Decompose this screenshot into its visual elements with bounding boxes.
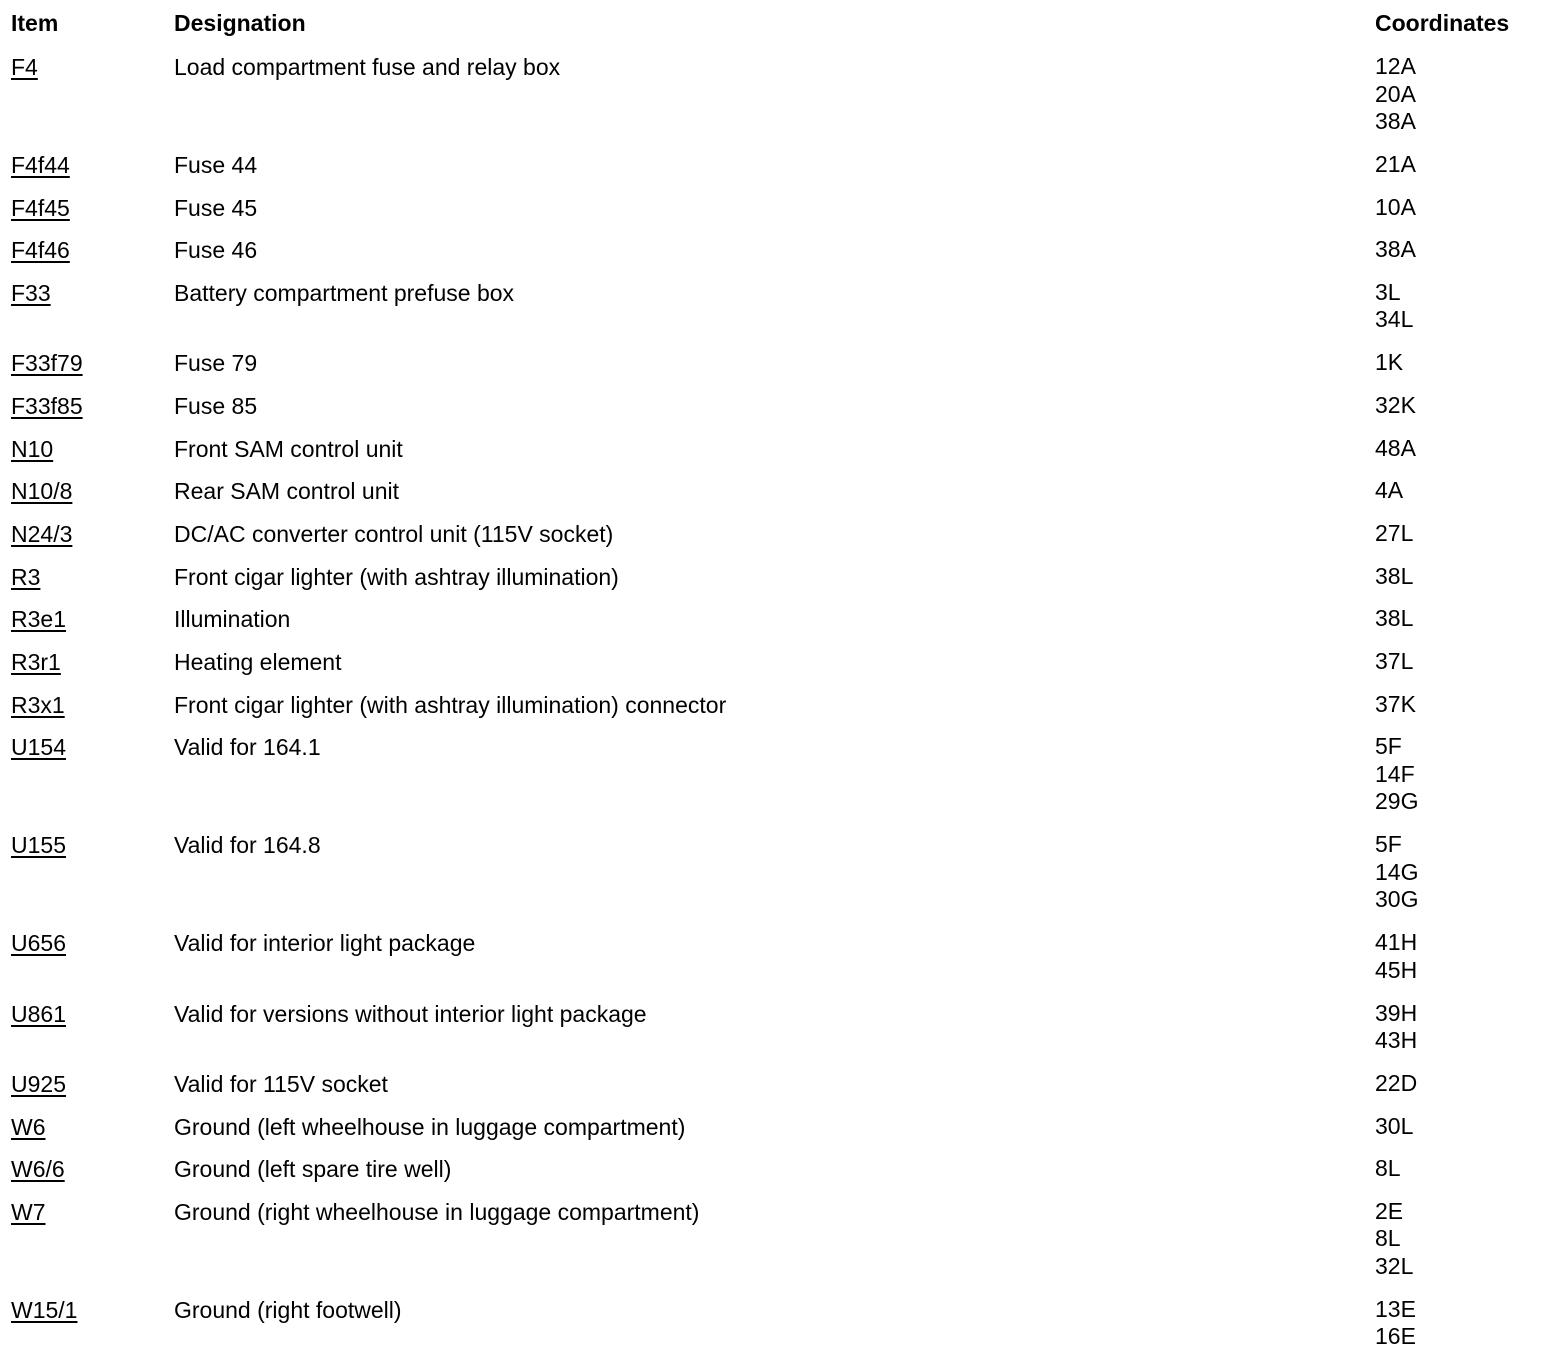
- item-link[interactable]: U154: [11, 734, 66, 761]
- item-link[interactable]: N10: [11, 435, 54, 462]
- item-link[interactable]: W6/6: [11, 1156, 65, 1183]
- coordinate-value: 45H: [1375, 956, 1418, 983]
- coordinates-cell: [1375, 691, 1416, 719]
- coordinates-cell: [1375, 435, 1416, 463]
- item-link[interactable]: F4f45: [11, 194, 70, 221]
- table-row: [0, 338, 1568, 381]
- table-row: [0, 989, 1568, 1059]
- coordinates-cell: [1375, 53, 1416, 136]
- item-link[interactable]: F4f46: [11, 237, 70, 264]
- coordinate-value: 8L: [1375, 1225, 1401, 1252]
- item-link[interactable]: F33f79: [11, 350, 83, 377]
- table-row: [0, 381, 1568, 424]
- coordinate-value: 10A: [1375, 193, 1416, 220]
- coordinate-value: 48A: [1375, 434, 1416, 461]
- designation-text: DC/AC converter control unit (115V socket): [174, 521, 614, 547]
- designation-text: Heating element: [174, 649, 342, 676]
- coordinates-cell: [1375, 477, 1403, 505]
- coordinate-value: 37L: [1375, 648, 1414, 675]
- coordinate-value: 41H: [1375, 929, 1418, 956]
- coordinate-value: 3L: [1375, 278, 1401, 305]
- designation-text: Front cigar lighter (with ashtray illumination) connector: [174, 691, 727, 718]
- designation-text: Valid for 164.8: [174, 832, 321, 859]
- coordinates-cell: [1375, 648, 1413, 676]
- coordinate-value: 38L: [1375, 605, 1414, 632]
- table-row: [0, 225, 1568, 268]
- designation-text: Fuse 85: [174, 392, 258, 419]
- table-row: [0, 552, 1568, 595]
- item-link[interactable]: R3e1: [11, 606, 66, 633]
- table-header-row: [0, 0, 1568, 42]
- designation-text: Front SAM control unit: [174, 435, 403, 462]
- coordinate-value: 20A: [1375, 80, 1416, 107]
- designation-text: Fuse 79: [174, 350, 258, 377]
- table-row: [0, 918, 1568, 988]
- coordinate-value: 32L: [1375, 1252, 1414, 1279]
- coordinate-value: 30G: [1375, 886, 1419, 913]
- designation-text: Valid for versions without interior light package: [174, 1000, 647, 1027]
- coordinate-value: 12A: [1375, 53, 1416, 79]
- item-link[interactable]: W7: [11, 1198, 46, 1225]
- item-link[interactable]: F33f85: [11, 392, 83, 419]
- table-row: [0, 140, 1568, 183]
- coordinate-value: 13E: [1375, 1295, 1416, 1322]
- coordinates-cell: [1375, 194, 1416, 222]
- coordinate-value: 14F: [1375, 760, 1415, 787]
- item-link[interactable]: U861: [11, 1000, 66, 1027]
- table-row: [0, 42, 1568, 140]
- designation-text: Ground (right wheelhouse in luggage compartment): [174, 1198, 700, 1225]
- table-row: [0, 1285, 1568, 1355]
- coordinate-value: 27L: [1375, 520, 1414, 546]
- header-coordinates: Coordinates: [1375, 10, 1510, 36]
- item-link[interactable]: U656: [11, 930, 66, 957]
- designation-text: Valid for interior light package: [174, 930, 476, 957]
- table-row: [0, 1102, 1568, 1145]
- item-link[interactable]: U155: [11, 832, 66, 859]
- item-link[interactable]: R3r1: [11, 649, 61, 676]
- table-row: [0, 183, 1568, 226]
- item-link[interactable]: F4f44: [11, 151, 70, 178]
- item-link[interactable]: W15/1: [11, 1296, 78, 1323]
- designation-text: Ground (left wheelhouse in luggage compartment): [174, 1113, 686, 1140]
- coordinates-cell: [1375, 831, 1418, 914]
- coordinate-value: 22D: [1375, 1069, 1418, 1096]
- coordinate-value: 39H: [1375, 999, 1418, 1026]
- designation-text: Illumination: [174, 606, 291, 633]
- item-link[interactable]: U925: [11, 1070, 66, 1097]
- table-row: [0, 820, 1568, 918]
- coordinate-value: 14G: [1375, 858, 1419, 885]
- coordinate-value: 5F: [1375, 831, 1402, 858]
- item-link[interactable]: F4: [11, 54, 38, 80]
- item-link[interactable]: R3x1: [11, 691, 65, 718]
- designation-text: Valid for 164.1: [174, 734, 321, 761]
- table-row: [0, 637, 1568, 680]
- designation-text: Fuse 44: [174, 151, 258, 178]
- designation-text: Fuse 45: [174, 194, 258, 221]
- table-row: [0, 680, 1568, 723]
- item-link[interactable]: N24/3: [11, 521, 73, 547]
- designation-text: Fuse 46: [174, 237, 258, 264]
- coordinates-cell: [1375, 151, 1416, 179]
- coordinates-cell: [1375, 1198, 1413, 1281]
- coordinates-cell: [1375, 1070, 1417, 1098]
- coordinate-value: 38A: [1375, 236, 1416, 263]
- coordinate-value: 34L: [1375, 306, 1414, 333]
- coordinate-value: 38A: [1375, 108, 1416, 134]
- table-row: [0, 1187, 1568, 1285]
- header-designation: Designation: [174, 10, 306, 36]
- designation-text: Rear SAM control unit: [174, 478, 399, 505]
- table-row: [0, 509, 1568, 552]
- coordinate-value: 4A: [1375, 477, 1404, 504]
- item-link[interactable]: F33: [11, 279, 51, 306]
- designation-text: Load compartment fuse and relay box: [174, 54, 561, 80]
- coordinate-value: 29G: [1375, 788, 1419, 815]
- table-row: [0, 268, 1568, 338]
- coordinate-value: 16E: [1375, 1323, 1416, 1350]
- item-link[interactable]: N10/8: [11, 478, 73, 505]
- designation-text: Battery compartment prefuse box: [174, 279, 515, 306]
- coordinate-value: 1K: [1375, 349, 1404, 376]
- coordinates-cell: [1375, 279, 1413, 334]
- coordinate-value: 38L: [1375, 562, 1414, 589]
- coordinates-cell: [1375, 563, 1413, 591]
- item-link[interactable]: W6: [11, 1113, 46, 1140]
- coordinate-value: 37K: [1375, 690, 1416, 717]
- table-row: [0, 722, 1568, 820]
- coordinates-cell: [1375, 605, 1413, 633]
- designation-text: Valid for 115V socket: [174, 1070, 388, 1097]
- coordinates-cell: [1375, 349, 1403, 377]
- table-row: [0, 1144, 1568, 1187]
- coordinates-cell: [1375, 236, 1416, 264]
- table-body: [0, 42, 1568, 1355]
- coordinates-cell: [1375, 929, 1417, 984]
- coordinates-cell: [1375, 733, 1418, 816]
- coordinates-cell: [1375, 1155, 1401, 1183]
- header-item: Item: [11, 10, 59, 36]
- coordinate-value: 5F: [1375, 733, 1402, 760]
- designation-text: Front cigar lighter (with ashtray illumination): [174, 563, 619, 590]
- coordinates-cell: [1375, 1000, 1417, 1055]
- coordinate-value: 32K: [1375, 391, 1416, 418]
- coordinate-value: 30L: [1375, 1112, 1414, 1139]
- coordinate-value: 21A: [1375, 150, 1416, 177]
- coordinates-cell: [1375, 520, 1413, 548]
- coordinates-cell: [1375, 1296, 1416, 1351]
- table-row: [0, 424, 1568, 467]
- coordinate-value: 2E: [1375, 1197, 1404, 1224]
- coordinate-value: 8L: [1375, 1155, 1401, 1182]
- table-row: [0, 1059, 1568, 1102]
- table-row: [0, 594, 1568, 637]
- coordinates-cell: [1375, 392, 1416, 420]
- item-link[interactable]: R3: [11, 563, 41, 590]
- designation-text: Ground (left spare tire well): [174, 1156, 452, 1183]
- table-row: [0, 466, 1568, 509]
- coordinates-cell: [1375, 1113, 1413, 1141]
- coordinate-value: 43H: [1375, 1027, 1418, 1054]
- designation-text: Ground (right footwell): [174, 1296, 402, 1323]
